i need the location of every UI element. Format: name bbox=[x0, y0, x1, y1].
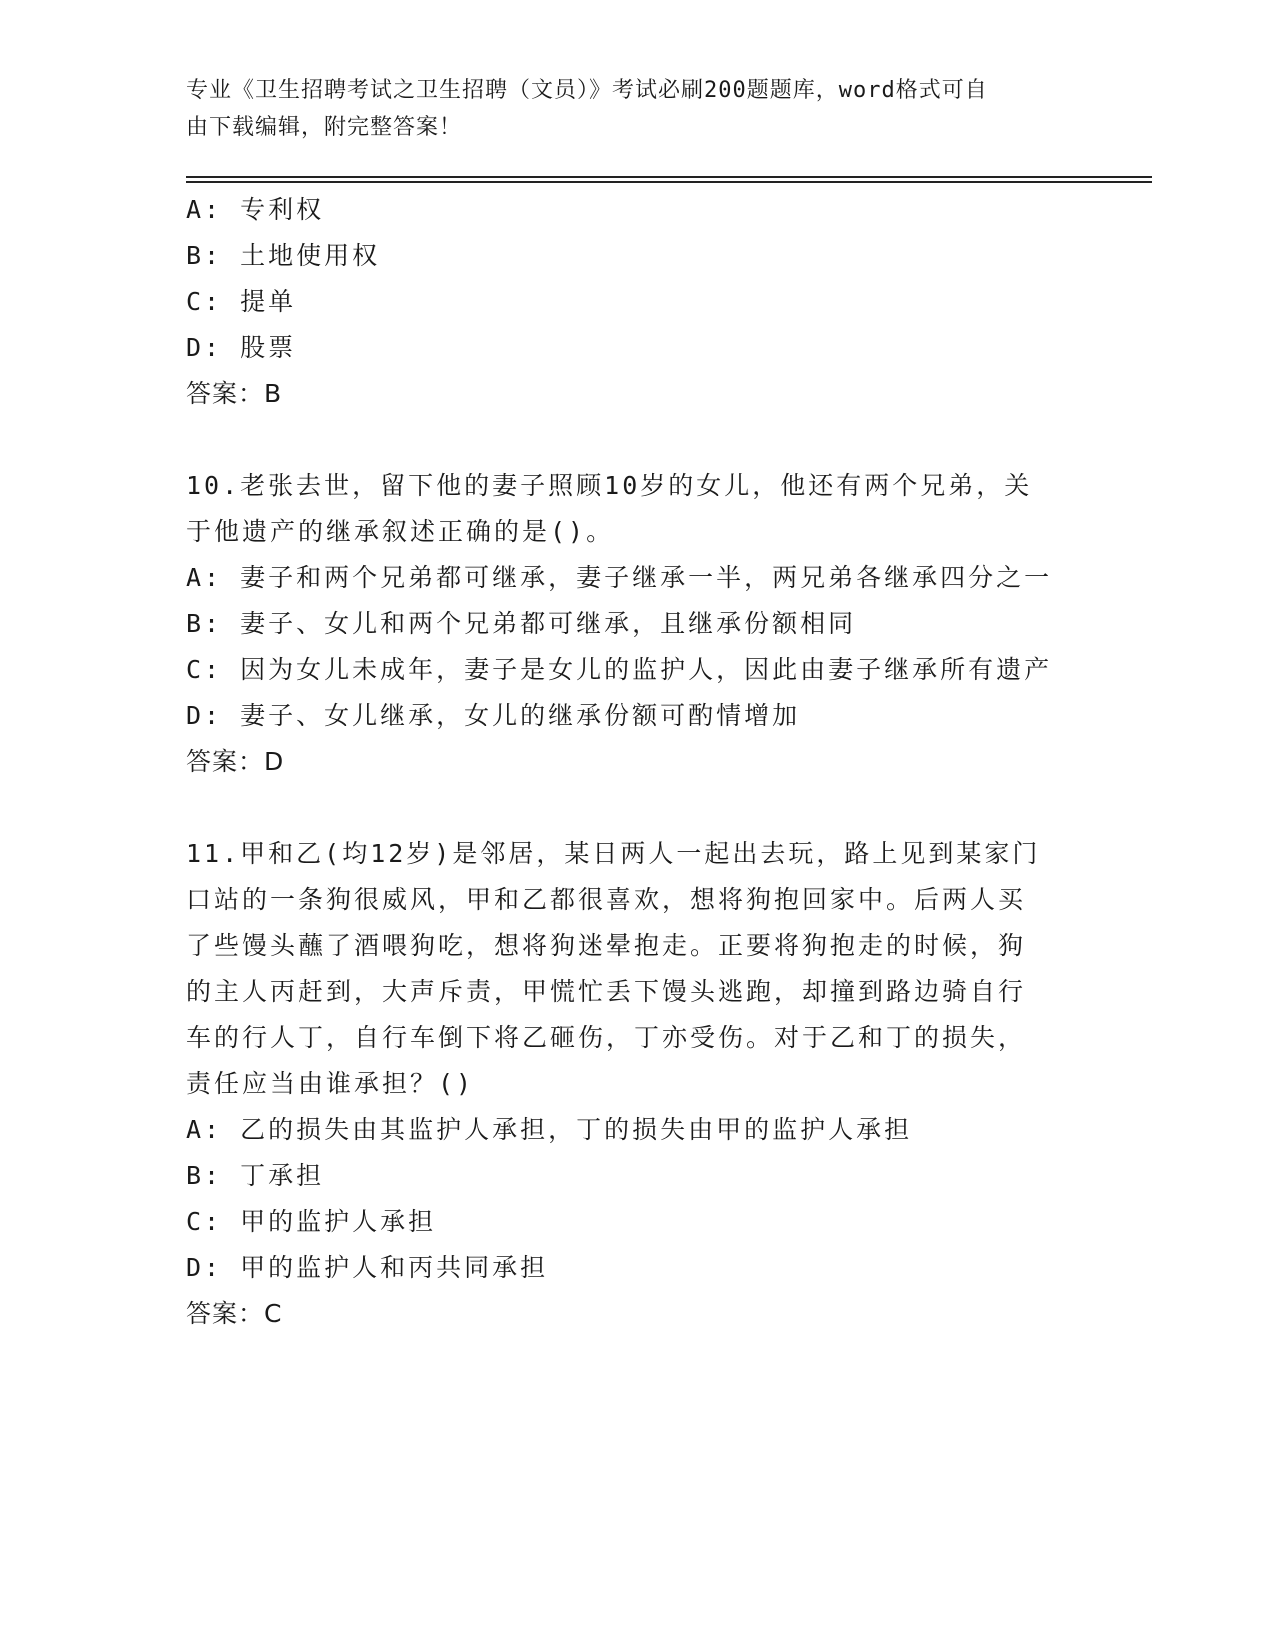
q10-stem-line-2: 于他遗产的继承叙述正确的是()。 bbox=[186, 517, 615, 546]
q9-option-b: B: 土地使用权 bbox=[186, 241, 381, 270]
q11-stem-line-2: 口站的一条狗很威风，甲和乙都很喜欢，想将狗抱回家中。后两人买 bbox=[186, 885, 1027, 914]
header-title-line-1: 专业《卫生招聘考试之卫生招聘（文员）》考试必刷200题题库，word格式可自 bbox=[186, 78, 988, 103]
header-divider-bottom bbox=[186, 181, 1152, 183]
q11-stem-line-5: 车的行人丁，自行车倒下将乙砸伤，丁亦受伤。对于乙和丁的损失， bbox=[186, 1023, 1027, 1052]
document-header bbox=[186, 72, 1066, 146]
q11-option-b: B: 丁承担 bbox=[186, 1161, 325, 1190]
q11-stem-line-6: 责任应当由谁承担？() bbox=[186, 1069, 475, 1098]
document-body bbox=[186, 187, 1086, 1337]
question-11 bbox=[186, 831, 1086, 1337]
q10-answer: 答案：D bbox=[186, 747, 285, 776]
q10-option-c: C: 因为女儿未成年，妻子是女儿的监护人，因此由妻子继承所有遗产 bbox=[186, 655, 1053, 684]
q11-stem-line-3: 了些馒头蘸了酒喂狗吃，想将狗迷晕抱走。正要将狗抱走的时候，狗 bbox=[186, 931, 1027, 960]
q11-stem-line-4: 的主人丙赶到，大声斥责，甲慌忙丢下馒头逃跑，却撞到路边骑自行 bbox=[186, 977, 1027, 1006]
q11-stem-line-1: 11.甲和乙(均12岁)是邻居，某日两人一起出去玩，路上见到某家门 bbox=[186, 839, 1041, 868]
q11-answer: 答案：C bbox=[186, 1299, 283, 1328]
q9-option-a: A: 专利权 bbox=[186, 195, 325, 224]
q11-option-a: A: 乙的损失由其监护人承担，丁的损失由甲的监护人承担 bbox=[186, 1115, 913, 1144]
q10-option-d: D: 妻子、女儿继承，女儿的继承份额可酌情增加 bbox=[186, 701, 801, 730]
question-10 bbox=[186, 463, 1086, 785]
question-9 bbox=[186, 187, 1086, 417]
q11-option-d: D: 甲的监护人和丙共同承担 bbox=[186, 1253, 549, 1282]
q11-option-c: C: 甲的监护人承担 bbox=[186, 1207, 437, 1236]
q9-option-c: C: 提单 bbox=[186, 287, 297, 316]
q10-option-a: A: 妻子和两个兄弟都可继承，妻子继承一半，两兄弟各继承四分之一 bbox=[186, 563, 1053, 592]
header-divider-top bbox=[186, 176, 1152, 178]
q10-option-b: B: 妻子、女儿和两个兄弟都可继承，且继承份额相同 bbox=[186, 609, 857, 638]
q10-stem-line-1: 10.老张去世，留下他的妻子照顾10岁的女儿，他还有两个兄弟，关 bbox=[186, 471, 1033, 500]
spacer bbox=[186, 417, 1086, 463]
q9-answer: 答案：B bbox=[186, 379, 283, 408]
header-title-line-2: 由下载编辑，附完整答案！ bbox=[186, 115, 463, 140]
q9-option-d: D: 股票 bbox=[186, 333, 297, 362]
spacer bbox=[186, 785, 1086, 831]
